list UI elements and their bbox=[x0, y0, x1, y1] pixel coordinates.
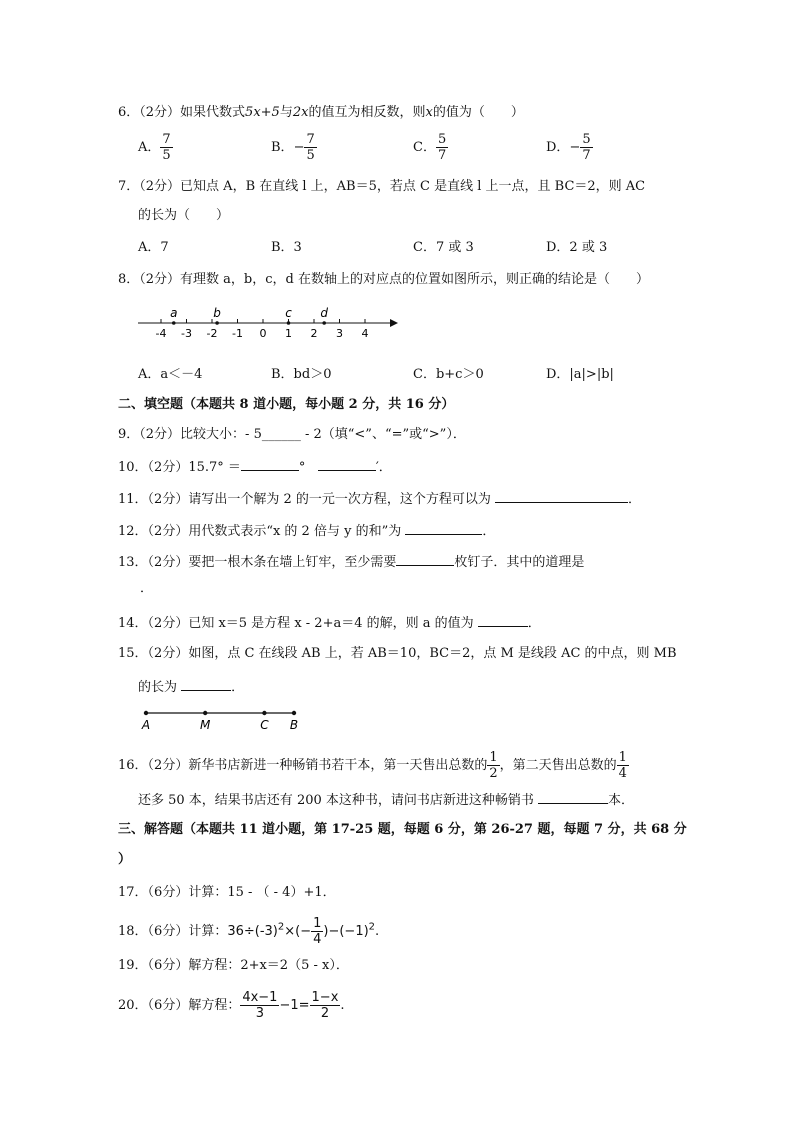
q20: 20．（6分）解方程： $\frac{4x-1}{3}$ −1= $\frac{1-x}{2}$ . bbox=[118, 990, 345, 1021]
q13-blank[interactable] bbox=[396, 552, 454, 566]
q8-option-d[interactable]: D．|a|>|b| bbox=[546, 367, 614, 382]
q8-number-line bbox=[130, 300, 410, 344]
axis-tick-label: 0 bbox=[259, 327, 267, 340]
segment-point-C bbox=[262, 711, 266, 715]
axis-tick-label: -4 bbox=[155, 327, 167, 340]
axis-tick-label: 1 bbox=[285, 327, 292, 340]
section3-heading-end: ） bbox=[118, 852, 132, 867]
q8-option-b[interactable]: B．bd＞0 bbox=[271, 367, 332, 382]
point-d bbox=[322, 321, 326, 325]
q18: 18．（6分）计算：$36\div(-3)^2\times(-$ $\frac{1}{4}$ )$-(-1)^2$. bbox=[118, 916, 380, 947]
section3-heading: 三、解答题（本题共 11 道小题，第 17-25 题，每题 6 分，第 26-27 题，每题 7 分，共 68 分 bbox=[118, 822, 687, 837]
segment-point-B bbox=[292, 711, 296, 715]
q10-blank-deg[interactable] bbox=[241, 457, 299, 471]
segment-label-C: C bbox=[260, 718, 269, 732]
point-b bbox=[215, 321, 219, 325]
q8-line1: 8．（2分）有理数 a，b，c，d 在数轴上的对应点的位置如图所示，则正确的结论是（ ） bbox=[118, 272, 649, 287]
q16-blank[interactable] bbox=[538, 790, 608, 804]
q15-line2: 的长为 ． bbox=[138, 677, 244, 697]
point-label-a: a bbox=[170, 306, 178, 320]
segment-point-A bbox=[144, 711, 148, 715]
q12-blank[interactable] bbox=[405, 521, 482, 535]
point-a bbox=[172, 321, 176, 325]
axis-tick-label: -2 bbox=[206, 327, 218, 340]
point-label-b: b bbox=[213, 306, 221, 320]
segment-label-B: B bbox=[289, 718, 299, 732]
q14-blank[interactable] bbox=[478, 613, 528, 627]
q10: 10．（2分）15.7° ＝ ° ′． bbox=[118, 457, 392, 477]
segment-point-M bbox=[203, 711, 207, 715]
q11: 11．（2分）请写出一个解为 2 的一元一次方程，这个方程可以为 ． bbox=[118, 489, 641, 509]
segment-label-M: M bbox=[200, 718, 211, 732]
q7-line2: 的长为（ ） bbox=[138, 208, 230, 223]
q13: 13．（2分）要把一根木条在墙上钉牢，至少需要 枚钉子．其中的道理是 bbox=[118, 552, 584, 572]
q7-option-b[interactable]: B．3 bbox=[271, 240, 302, 255]
q7-line1: 7．（2分）已知点 A，B 在直线 l 上，AB＝5，若点 C 是直线 l 上一点，且 BC＝2，则 AC bbox=[118, 179, 646, 194]
q19: 19．（6分）解方程：2+x＝2（5 - x）． bbox=[118, 958, 349, 973]
point-c bbox=[287, 321, 291, 325]
q7-option-a[interactable]: A．7 bbox=[138, 240, 169, 255]
axis-tick-label: -3 bbox=[181, 327, 192, 340]
q17: 17．（6分）计算：15 - （ - 4）+1． bbox=[118, 885, 336, 900]
q16-line1: 16．（2分）新华书店新进一种畅销书若干本，第一天售出总数的 $\frac{1}{2}$ ，第二天售出总数的 $\frac{1}{4}$ bbox=[118, 750, 627, 781]
q14: 14．（2分）已知 x＝5 是方程 x - 2+a＝4 的解，则 a 的值为 ． bbox=[118, 613, 541, 633]
axis-tick-label: -1 bbox=[232, 327, 243, 340]
q10-blank-min[interactable] bbox=[318, 457, 376, 471]
q6-option-c[interactable]: C． $\frac{5}{7}$ bbox=[413, 132, 447, 163]
q8-option-a[interactable]: A．a＜－4 bbox=[138, 367, 203, 382]
point-label-c: c bbox=[285, 306, 292, 320]
q13-line2: ． bbox=[140, 581, 154, 596]
q6-option-d[interactable]: D．− $\frac{5}{7}$ bbox=[546, 132, 591, 163]
q6-option-b[interactable]: B．− $\frac{7}{5}$ bbox=[271, 132, 315, 163]
q15-segment-figure bbox=[136, 704, 316, 734]
axis-tick-label: 2 bbox=[310, 327, 318, 340]
segment-label-A: A bbox=[141, 718, 151, 732]
q9: 9．（2分）比较大小：- 5______ - 2（填“<”、“=”或“>”）． bbox=[118, 427, 466, 442]
q15-blank[interactable] bbox=[181, 677, 231, 691]
q16-line2: 还多 50 本，结果书店还有 200 本这种书，请问书店新进这种畅销书 本． bbox=[138, 790, 634, 810]
q8-option-c[interactable]: C．b+c＞0 bbox=[413, 367, 484, 382]
q6-stem: 6．（2分）如果代数式5x+5与2x的值互为相反数，则x的值为（ ） bbox=[118, 105, 524, 120]
q11-blank[interactable] bbox=[495, 489, 628, 503]
q12: 12．（2分）用代数式表示“x 的 2 倍与 y 的和”为 ． bbox=[118, 521, 495, 541]
q7-option-d[interactable]: D．2 或 3 bbox=[546, 240, 608, 255]
axis-tick-label: 3 bbox=[336, 327, 343, 340]
section2-heading: 二、填空题（本题共 8 道小题，每小题 2 分，共 16 分） bbox=[118, 397, 455, 412]
q6-option-a[interactable]: A． $\frac{7}{5}$ bbox=[138, 132, 171, 163]
axis-tick-label: 4 bbox=[361, 327, 369, 340]
point-label-d: d bbox=[320, 306, 329, 320]
q15-line1: 15．（2分）如图，点 C 在线段 AB 上，若 AB＝10，BC＝2，点 M 是线段 AC 的中点，则 MB bbox=[118, 646, 677, 661]
q7-option-c[interactable]: C．7 或 3 bbox=[413, 240, 474, 255]
